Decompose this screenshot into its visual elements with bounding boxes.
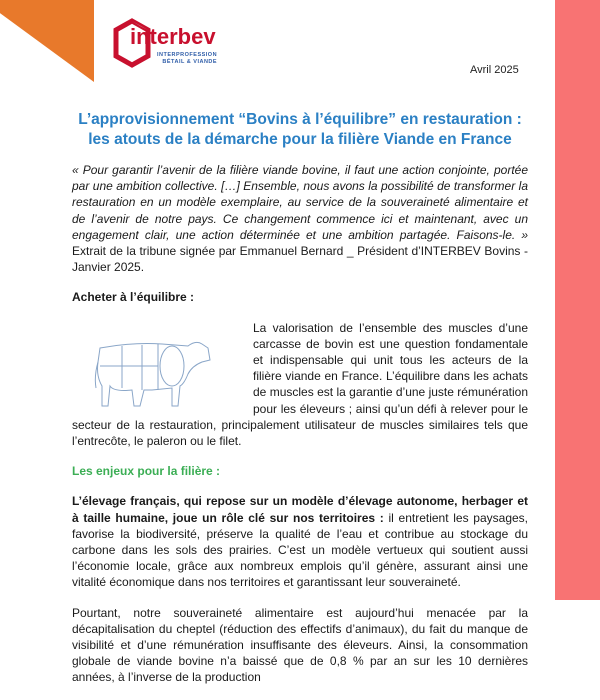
document-body (72, 162, 528, 700)
quote-paragraph (72, 162, 528, 275)
interbev-logo (112, 18, 232, 68)
quote-text: « Pour garantir l’avenir de la filière viande bovine, il faut une action conjointe, portée par une ambition collective. […] Ensemble, nous avons la possibilité de transformer la restauration en un modèle exemplaire, au service de la souveraineté alimentaire et de l’avenir de notre pays. Ce changement commence ici et maintenant, avec un engagement clair, une action déterminée et une ambition partagée. Faisons-le. » (72, 163, 528, 242)
orange-corner-decoration (0, 0, 94, 82)
section1-block (72, 320, 528, 450)
section2-paragraph-2: Pourtant, notre souveraineté alimentaire est aujourd’hui menacée par la décapitalisation du cheptel (réduction des effectifs d’animaux), du fait du manque de visibilité et d’une rémunération insuffisante des éleveurs. Ainsi, la consommation globale de viande bovine n’a baissé que de 0,8 % par an sur les 10 dernières années, à l’inverse de la production (72, 605, 528, 685)
logo-wordmark: interbev (130, 24, 216, 49)
title-line-1: L’approvisionnement “Bovins à l’équilibre” en restauration : (78, 111, 522, 128)
document-date: Avril 2025 (470, 64, 519, 76)
cow-cuts-illustration (92, 336, 212, 408)
quote-attribution: Extrait de la tribune signée par Emmanuel Bernard _ Président d’INTERBEV Bovins - Janvier 2025. (72, 244, 528, 275)
logo-subtitle-line1: INTERPROFESSION (157, 52, 218, 58)
section-heading-enjeux: Les enjeux pour la filière : (72, 464, 221, 479)
section-heading-acheter: Acheter à l’équilibre : (72, 290, 195, 305)
document-title (60, 110, 540, 150)
section1-paragraph: La valorisation de l’ensemble des muscles d’une carcasse de bovin est une question fondamentale et indispensable qui unit tous les acteurs de la filière viande en France. L’équilibre dans les achats de muscles est la garantie d’une juste rémunération pour les éleveurs ; ainsi qu’un défi à relever pour le secteur de la restauration, (72, 320, 528, 432)
title-line-2: les atouts de la démarche pour la filière Viande en France (88, 131, 512, 148)
paragraph-1-bold-lead: L’élevage français, qui repose sur un modèle d’élevage autonome, herbager et à taille humaine, joue un rôle clé sur nos territoires : (72, 494, 528, 525)
logo-subtitle-line2: BÉTAIL & VIANDE (162, 59, 218, 65)
section2-paragraph-1 (72, 493, 528, 590)
section1-paragraph-continued: principalement utilisateur de muscles similaires tels que l’entrecôte, le paleron ou le filet. (72, 417, 528, 449)
salmon-side-bar (555, 0, 600, 600)
paragraph-1-text: il entretient les paysages, favorise la biodiversité, préserve la qualité de l’eau et contribue au stockage du carbone dans les sols des prairies. C’est un modèle vertueux qui soutient aussi l’économie locale, grâce aux nombreux emplois qu’il génère, assurant ainsi une vitalité économique dans nos territoires et garantissant leur souveraineté. (72, 510, 529, 590)
logo-subtitle (157, 52, 217, 66)
